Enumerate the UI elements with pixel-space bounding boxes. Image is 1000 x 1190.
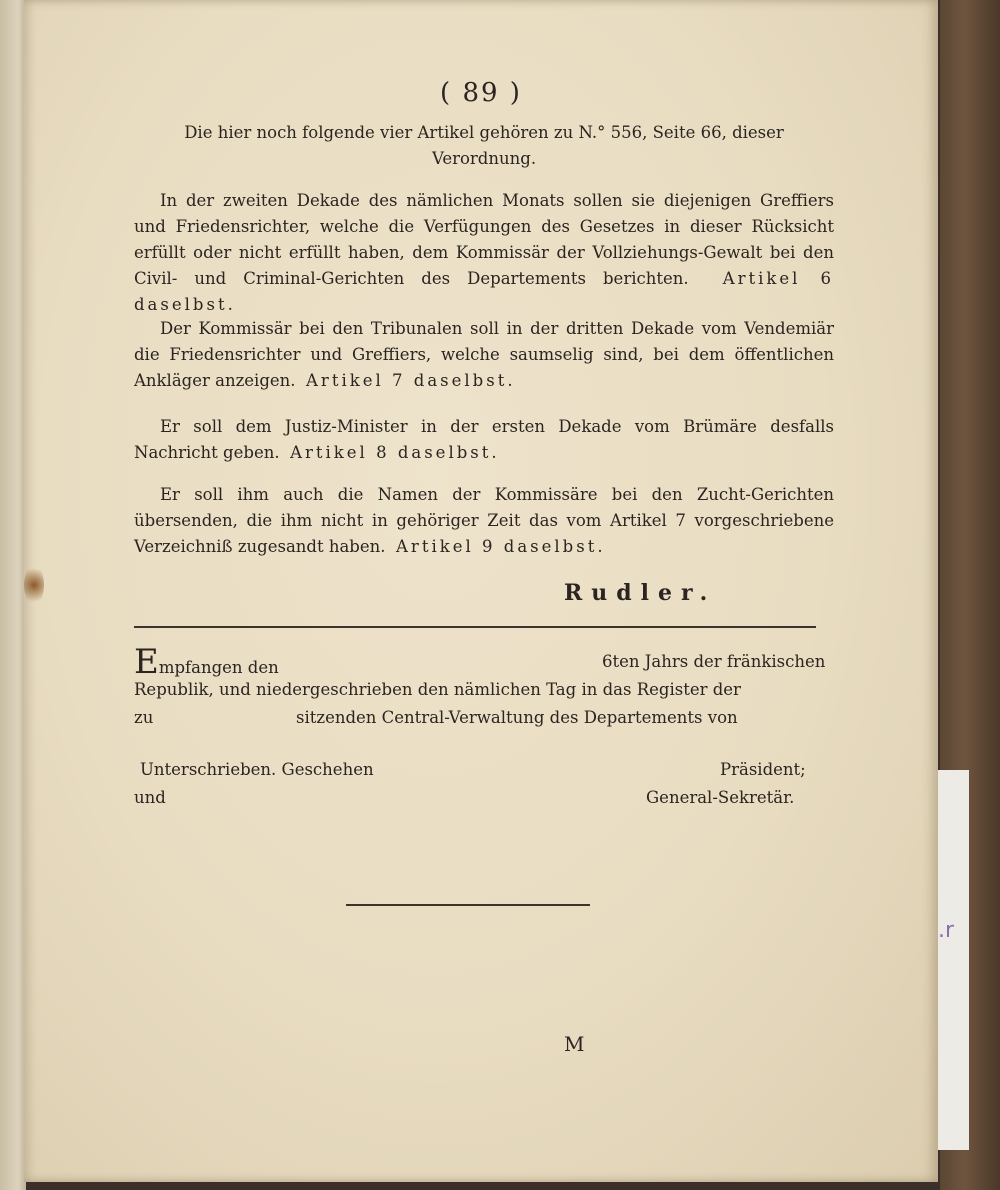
paper-stain (24, 565, 44, 605)
article-paragraph (134, 316, 834, 394)
form-line (134, 642, 826, 682)
form-text: General-Sekretär. (646, 788, 795, 807)
heading-line: Die hier noch folgende vier Artikel gehören zu N.° 556, Seite 66, dieser (184, 123, 784, 142)
initial-capital: E (134, 642, 159, 682)
form-text: sitzenden Central-Verwaltung des Departements von (296, 708, 738, 727)
form-text: zu (134, 708, 154, 727)
signature-form (134, 756, 824, 812)
paragraph-text: Der Kommissär bei den Tribunalen soll in der dritten Dekade vom Vendemiär die Friedensrichter und Greffiers, welche saumselig sind, bei dem öffentlichen Ankläger anzeigen. (134, 319, 834, 390)
article-reference: Artikel 6 daselbst. (134, 269, 834, 314)
article-reference: Artikel 7 daselbst. (306, 371, 516, 390)
heading-line: Verordnung. (431, 149, 537, 168)
book-page (24, 0, 938, 1182)
form-line (134, 704, 824, 732)
form-text: und (134, 788, 166, 807)
article-paragraph (134, 482, 834, 560)
form-line (134, 756, 824, 784)
form-text: Republik, und niedergeschrieben den nämlichen Tag in das Register der (134, 680, 741, 699)
previous-page-edge (0, 0, 26, 1190)
page-number: ( 89 ) (440, 78, 522, 108)
signature: Rudler. (564, 580, 717, 606)
article-paragraph (134, 188, 834, 318)
slip-mark: .r (938, 918, 955, 943)
article-paragraph (134, 414, 834, 466)
paragraph-text: Er soll dem Justiz-Minister in der ersten Dekade vom Brümäre desfalls Nachricht geben. (134, 417, 834, 462)
receipt-form (134, 642, 826, 732)
form-text: mpfangen den (158, 658, 279, 677)
divider-rule (134, 626, 816, 628)
heading-note (134, 120, 834, 172)
catchword: M (564, 1032, 585, 1056)
paragraph-text: In der zweiten Dekade des nämlichen Monats sollen sie diejenigen Greffiers und Friedensrichter, welche die Verfügungen des Gesetzes in dieser Rücksicht erfüllt oder nicht erfüllt haben, dem Kommissär der Vollziehungs-Gewalt bei den Civil- und Criminal-Gerichten des Departements berichten. (134, 191, 834, 288)
paragraph-text: Er soll ihm auch die Namen der Kommissäre bei den Zucht-Gerichten übersenden, die ihm nicht in gehöriger Zeit das vom Artikel 7 vorgeschriebene Verzeichniß zugesandt haben. (134, 485, 834, 556)
form-text: Präsident; (720, 760, 806, 779)
paper-slip (936, 770, 969, 1150)
form-line (134, 784, 824, 812)
article-reference: Artikel 8 daselbst. (290, 443, 500, 462)
form-text: 6ten Jahrs der fränkischen (602, 652, 826, 671)
form-text: Unterschrieben. Geschehen (140, 760, 374, 779)
article-reference: Artikel 9 daselbst. (396, 537, 606, 556)
form-line (134, 676, 824, 704)
divider-rule (346, 904, 590, 906)
